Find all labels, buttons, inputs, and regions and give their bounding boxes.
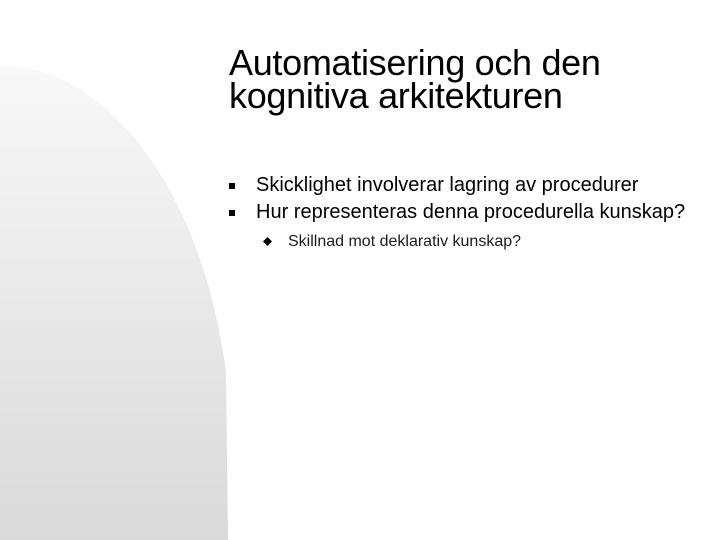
bullet-item [229,199,709,226]
sub-bullet-item [229,231,709,253]
sub-bullet-text: Skillnad mot deklarativ kunskap? [288,233,522,250]
square-bullet-icon [229,183,235,189]
slide-title: Automatisering och den kognitiva arkitekturen [229,42,601,116]
bullet-text: Skicklighet involverar lagring av procedurer [256,174,639,196]
bullet-item [229,172,709,199]
bullet-list [229,172,709,253]
diamond-bullet-icon [263,237,272,246]
bullet-text: Hur representeras denna procedurella kunskap? [256,201,686,223]
square-bullet-icon [229,210,235,216]
